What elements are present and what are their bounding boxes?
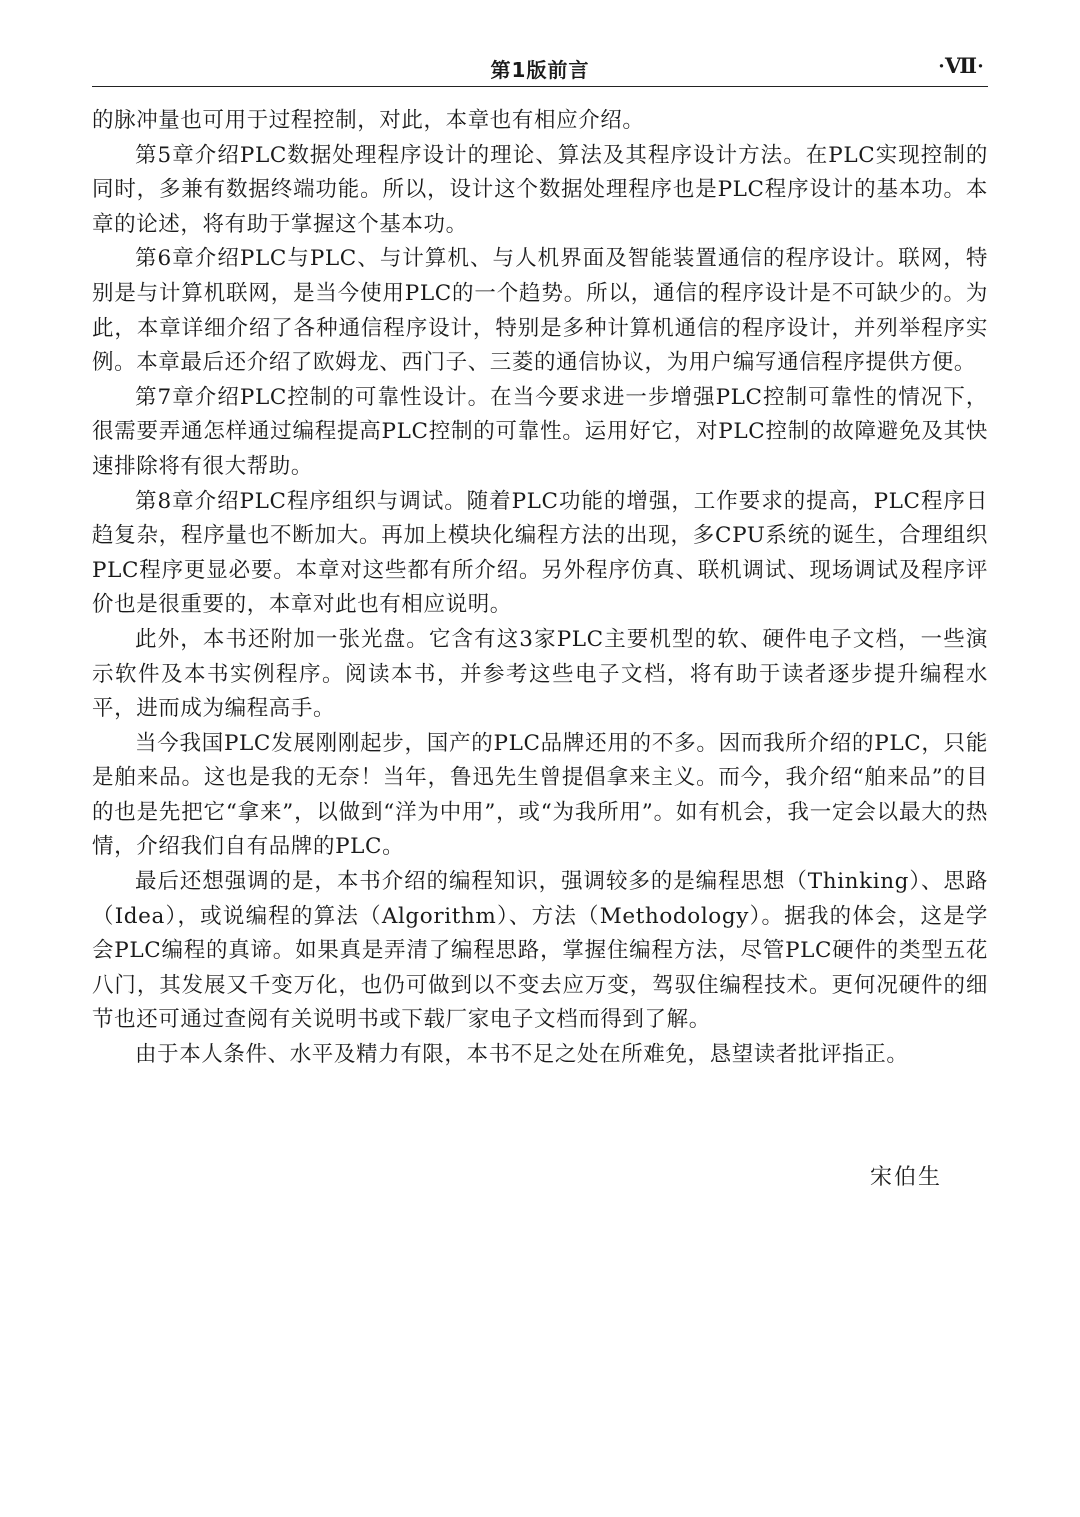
paragraph: 的脉冲量也可用于过程控制，对此，本章也有相应介绍。 (92, 108, 645, 133)
paragraph: 由于本人条件、水平及精力有限，本书不足之处在所难免，恳望读者批评指正。 (135, 1042, 909, 1068)
body-text (92, 104, 988, 1073)
paragraph: 第5章介绍PLC数据处理程序设计的理论、算法及其程序设计方法。在PLC实现控制的同时，多兼有数据终端功能。所以，设计这个数据处理程序也是PLC程序设计的基本功。本章的论述，将有助于掌握这个基本功。 (92, 142, 988, 237)
running-title: 第1版前言 (490, 58, 590, 82)
paragraph: 第6章介绍PLC与PLC、与计算机、与人机界面及智能装置通信的程序设计。联网，特别是与计算机联网，是当今使用PLC的一个趋势。所以，通信的程序设计是不可缺少的。为此，本章详细介绍了各种通信程序设计，特别是多种计算机通信的程序设计，并列举程序实例。本章最后还介绍了欧姆龙、西门子、三菱的通信协议，为用户编写通信程序提供方便。 (92, 246, 988, 376)
paragraph: 第8章介绍PLC程序组织与调试。随着PLC功能的增强，工作要求的提高，PLC程序日趋复杂，程序量也不断加大。再加上模块化编程方法的出现，多CPU系统的诞生，合理组织PLC程序更显必要。本章对这些都有所介绍。另外程序仿真、联机调试、现场调试及程序评价也是很重要的，本章对此也有相应说明。 (92, 488, 988, 618)
author-signature: 宋伯生 (869, 1165, 942, 1190)
paragraph: 最后还想强调的是，本书介绍的编程知识，强调较多的是编程思想（Thinking）、思路（Idea），或说编程的算法（Algorithm）、方法（Methodology）。据我的体会，这是学会PLC编程的真谛。如果真是弄清了编程思路，掌握住编程方法，尽管PLC硬件的类型五花八门，其发展又千变万化，也仍可做到以不变去应万变，驾驭住编程技术。更何况硬件的细节也还可通过查阅有关说明书或下载厂家电子文档而得到了解。 (92, 869, 988, 1033)
paragraph: 当今我国PLC发展刚刚起步，国产的PLC品牌还用的不多。因而我所介绍的PLC，只能是舶来品。这也是我的无奈！当年，鲁迅先生曾提倡拿来主义。而今，我介绍“舶来品”的目的也是先把它“拿来”，以做到“洋为中用”，或“为我所用”。如有机会，我一定会以最大的热情，介绍我们自有品牌的PLC。 (92, 730, 988, 860)
page-header (92, 50, 988, 87)
paragraph: 第7章介绍PLC控制的可靠性设计。在当今要求进一步增强PLC控制可靠性的情况下，很需要弄通怎样通过编程提高PLC控制的可靠性。运用好它，对PLC控制的故障避免及其快速排除将有很大帮助。 (92, 384, 988, 479)
page-number: ·Ⅶ· (937, 54, 984, 78)
paragraph: 此外，本书还附加一张光盘。它含有这3家PLC主要机型的软、硬件电子文档，一些演示软件及本书实例程序。阅读本书，并参考这些电子文档，将有助于读者逐步提升编程水平，进而成为编程高手。 (92, 626, 988, 722)
